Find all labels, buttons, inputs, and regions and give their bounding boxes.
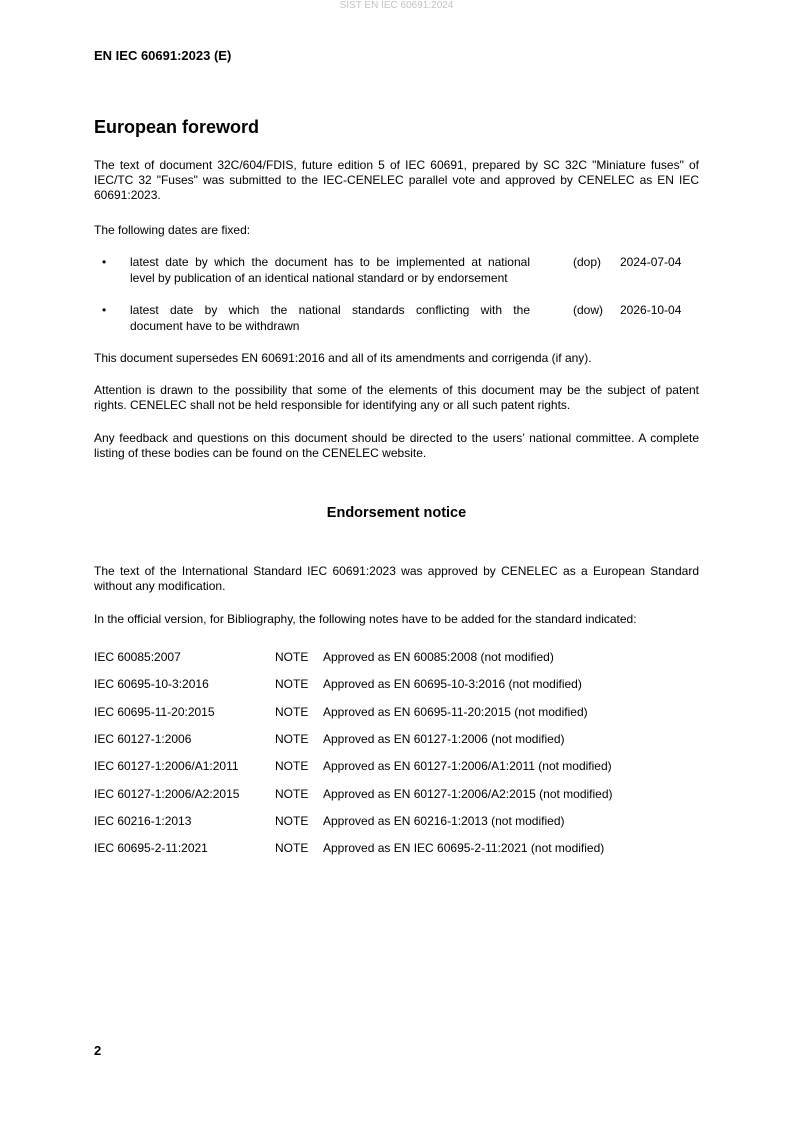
dates-intro-paragraph: The following dates are fixed: <box>94 223 251 237</box>
note-tag: NOTE <box>275 759 309 773</box>
feedback-paragraph: Any feedback and questions on this document should be directed to the users’ national committee. A complete listing of these bodies can be found on the CENELEC website. <box>94 431 699 460</box>
note-text: Approved as EN 60127-1:2006/A2:2015 (not modified) <box>323 787 613 801</box>
date-code: (dop) <box>573 255 602 269</box>
date-item-text <box>130 255 530 286</box>
endorsement-text: The text of the International Standard IEC 60691:2023 was approved by CENELEC as a European Standard without any modification. <box>94 564 699 593</box>
bullet-marker: • <box>102 303 107 317</box>
note-reference: IEC 60216-1:2013 <box>94 814 192 828</box>
date-code: (dow) <box>573 303 604 317</box>
page-number: 2 <box>94 1043 102 1058</box>
note-reference: IEC 60127-1:2006/A2:2015 <box>94 787 240 801</box>
note-text: Approved as EN 60695-11-20:2015 (not modified) <box>323 705 588 719</box>
note-reference: IEC 60127-1:2006/A1:2011 <box>94 759 239 773</box>
date-item-text <box>130 303 530 334</box>
note-tag: NOTE <box>275 841 309 855</box>
note-tag: NOTE <box>275 677 309 691</box>
note-reference: IEC 60695-10-3:2016 <box>94 677 209 691</box>
supersedes-paragraph: This document supersedes EN 60691:2016 and all of its amendments and corrigenda (if any). <box>94 351 592 365</box>
date-item-line: document have to be withdrawn <box>130 318 300 333</box>
note-text: Approved as EN IEC 60695-2-11:2021 (not modified) <box>323 841 605 855</box>
note-text: Approved as EN 60127-1:2006/A1:2011 (not modified) <box>323 759 612 773</box>
note-reference: IEC 60085:2007 <box>94 650 181 664</box>
note-text: Approved as EN 60085:2008 (not modified) <box>323 650 554 664</box>
endorsement-title: Endorsement notice <box>326 505 467 521</box>
date-value: 2024-07-04 <box>620 255 682 269</box>
bullet-marker: • <box>102 255 107 269</box>
document-id-header: EN IEC 60691:2023 (E) <box>94 48 232 63</box>
bibliography-intro: In the official version, for Bibliography, the following notes have to be added for the standard indicated: <box>94 612 637 626</box>
note-text: Approved as EN 60695-10-3:2016 (not modified) <box>323 677 582 691</box>
date-item-line: level by publication of an identical national standard or by endorsement <box>130 270 508 285</box>
note-text: Approved as EN 60216-1:2013 (not modified) <box>323 814 565 828</box>
note-reference: IEC 60695-2-11:2021 <box>94 841 208 855</box>
note-tag: NOTE <box>275 650 309 664</box>
note-reference: IEC 60127-1:2006 <box>94 732 192 746</box>
note-tag: NOTE <box>275 787 309 801</box>
foreword-title: European foreword <box>94 117 260 137</box>
foreword-intro-paragraph: The text of document 32C/604/FDIS, future edition 5 of IEC 60691, prepared by SC 32C "Miniature fuses" of IEC/TC 32 "Fuses" was submitted to the IEC-CENELEC parallel vote and approved by CENELEC as EN IEC 60691:2023. <box>94 158 699 202</box>
watermark: SIST EN IEC 60691:2024 <box>339 0 454 11</box>
note-reference: IEC 60695-11-20:2015 <box>94 705 215 719</box>
date-item-line: latest date by which the document has to be implemented at national <box>130 255 530 269</box>
date-value: 2026-10-04 <box>620 303 682 317</box>
patent-paragraph: Attention is drawn to the possibility that some of the elements of this document may be the subject of patent rights. CENELEC shall not be held responsible for identifying any or all such patent rights. <box>94 383 699 412</box>
note-text: Approved as EN 60127-1:2006 (not modified) <box>323 732 565 746</box>
note-tag: NOTE <box>275 705 309 719</box>
note-tag: NOTE <box>275 732 309 746</box>
date-item-line: latest date by which the national standards conflicting with the <box>130 303 530 317</box>
note-tag: NOTE <box>275 814 309 828</box>
